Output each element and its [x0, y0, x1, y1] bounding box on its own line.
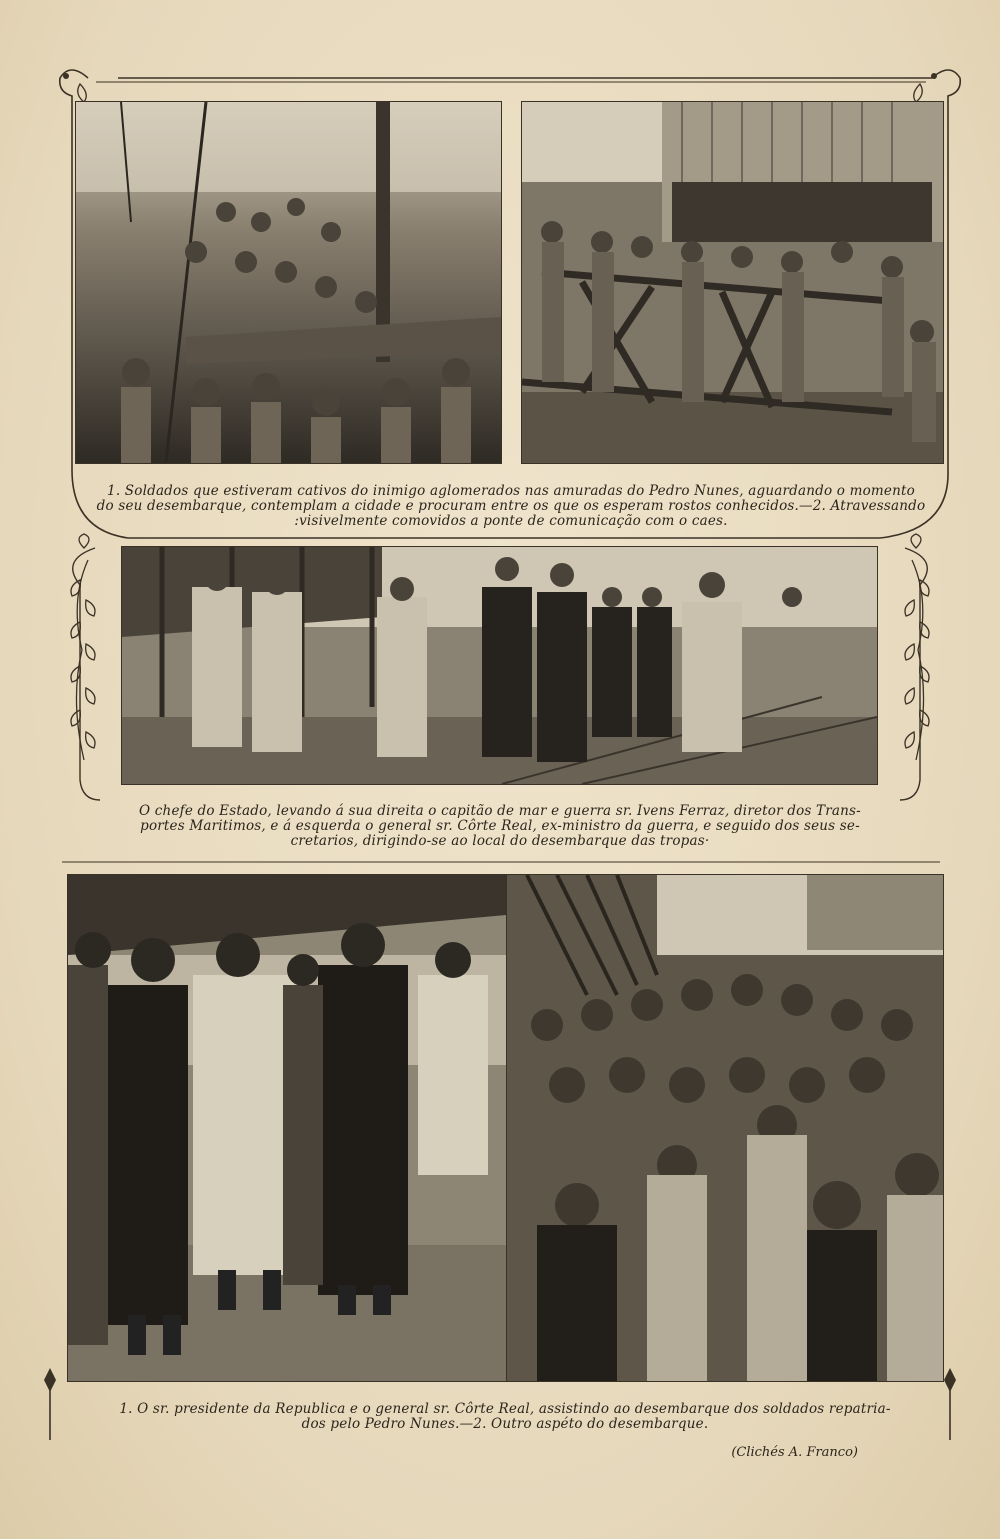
caption-bottom-line-1: 1. O sr. presidente da Republica e o general sr. Côrte Real, assistindo ao desembarque dos soldados repatria- [119, 1401, 891, 1417]
photo-soldiers-on-ship-deck [75, 101, 502, 464]
photo-head-of-state-walking-on-quay [121, 546, 878, 785]
photo-crowd-of-soldiers-disembarking [506, 874, 944, 1382]
caption-top-line-3: :visivelmente comovidos a ponte de comunicação com o caes. [294, 513, 728, 529]
caption-middle [110, 804, 890, 849]
caption-top-line-2: do seu desembarque, contemplam a cidade e procuram entre os que os esperam rostos conhecidos.—2. Atravessando [96, 498, 926, 514]
caption-middle-line-1: O chefe do Estado, levando á sua direita o capitão de mar e guerra sr. Ivens Ferraz, diretor dos Trans- [139, 803, 861, 819]
caption-middle-line-2: portes Maritimos, e á esquerda o general sr. Côrte Real, ex-ministro da guerra, e seguido dos seus se- [140, 818, 860, 834]
photo-soldiers-crossing-gangway [521, 101, 944, 464]
caption-bottom-line-2: dos pelo Pedro Nunes.—2. Outro aspéto do desembarque. [301, 1416, 709, 1432]
caption-top-line-1: 1. Soldados que estiveram cativos do inimigo aglomerados nas amuradas do Pedro Nunes, aguardando o momento [107, 483, 915, 499]
photo-credit: (Clichés A. Franco) [731, 1445, 858, 1460]
caption-bottom [80, 1402, 930, 1432]
caption-middle-line-3: cretarios, dirigindo-se ao local do desembarque das tropas· [290, 833, 710, 849]
photo-president-and-general-watching [67, 874, 507, 1382]
caption-top [82, 484, 940, 529]
